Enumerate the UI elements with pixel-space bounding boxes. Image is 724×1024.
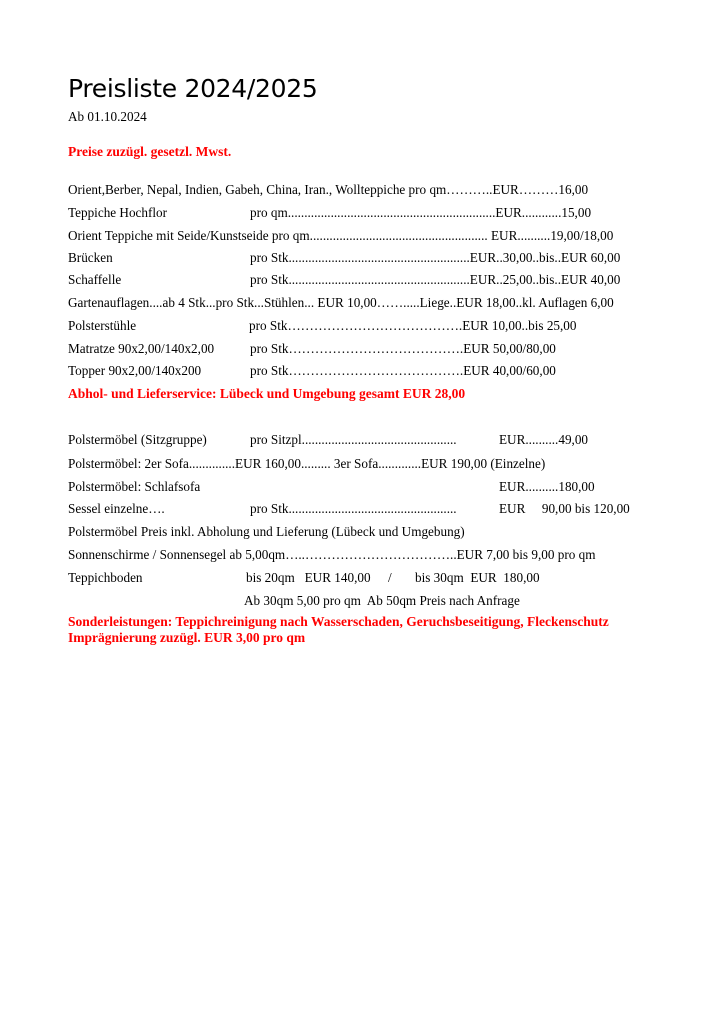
page-title: Preisliste 2024/2025 <box>68 74 318 103</box>
item-name: Sessel einzelne…. <box>68 501 165 516</box>
item-price: pro Stk.......................................................EUR..25,00..bis..EUR 40,00 <box>250 272 621 287</box>
special-services-line-1: Sonderleistungen: Teppichreinigung nach Wasserschaden, Geruchsbeseitigung, Fleckenschutz <box>68 614 609 629</box>
valid-from-date: Ab 01.10.2024 <box>68 109 147 124</box>
item-price: pro qm...............................................................EUR............15,00 <box>250 205 592 220</box>
item-price: EUR..........49,00 <box>499 432 589 447</box>
item-name: Polsterstühle <box>68 318 137 333</box>
service-note: Abhol- und Lieferservice: Lübeck und Umgebung gesamt EUR 28,00 <box>68 386 466 401</box>
item-price: pro Stk………………………………….EUR 50,00/80,00 <box>250 341 556 356</box>
item-name: Matratze 90x2,00/140x2,00 <box>68 341 215 356</box>
item-unit: pro Stk................................................... <box>250 501 457 516</box>
item-name: Teppichboden <box>68 570 143 585</box>
item-price-20qm: bis 20qm EUR 140,00 <box>246 570 371 585</box>
item-price-30qm: bis 30qm EUR 180,00 <box>415 570 540 585</box>
item-price: pro Stk………………………………….EUR 40,00/60,00 <box>250 363 556 378</box>
price-row-sofa: Polstermöbel: 2er Sofa..............EUR 160,00......... 3er Sofa.............EUR 190,00 (Einzelne) <box>68 456 546 471</box>
price-row-sonnenschirme: Sonnenschirme / Sonnensegel ab 5,00qm…..……………………………..EUR 7,00 bis 9,00 pro qm <box>68 547 596 562</box>
item-price: pro Stk.......................................................EUR..30,00..bis..EUR 60,00 <box>250 250 621 265</box>
item-name: Polstermöbel (Sitzgruppe) <box>68 432 207 447</box>
tax-note: Preise zuzügl. gesetzl. Mwst. <box>68 144 232 159</box>
item-price: pro Stk………………………………….EUR 10,00..bis 25,00 <box>249 318 577 333</box>
price-row-garten: Gartenauflagen....ab 4 Stk...pro Stk...Stühlen... EUR 10,00…….....Liege..EUR 18,00..kl. Auflagen 6,00 <box>68 295 614 310</box>
price-row-seide: Orient Teppiche mit Seide/Kunstseide pro qm...................................................... EUR..........19,00/18,00 <box>68 228 614 243</box>
separator: / <box>388 570 392 585</box>
item-name: Schaffelle <box>68 272 122 287</box>
special-services-line-2: Imprägnierung zuzügl. EUR 3,00 pro qm <box>68 630 306 645</box>
price-row-orient: Orient,Berber, Nepal, Indien, Gabeh, China, Iran., Wollteppiche pro qm………..EUR………16,00 <box>68 182 589 197</box>
item-price: EUR 90,00 bis 120,00 <box>499 501 630 516</box>
item-name: Polstermöbel: Schlafsofa <box>68 479 201 494</box>
price-row-teppichboden-extra: Ab 30qm 5,00 pro qm Ab 50qm Preis nach Anfrage <box>244 593 520 608</box>
item-price: EUR..........180,00 <box>499 479 595 494</box>
item-name: Topper 90x2,00/140x200 <box>68 363 202 378</box>
item-name: Brücken <box>68 250 113 265</box>
item-name: Teppiche Hochflor <box>68 205 168 220</box>
item-unit: pro Sitzpl............................................... <box>250 432 457 447</box>
price-note-inkl: Polstermöbel Preis inkl. Abholung und Lieferung (Lübeck und Umgebung) <box>68 524 465 539</box>
